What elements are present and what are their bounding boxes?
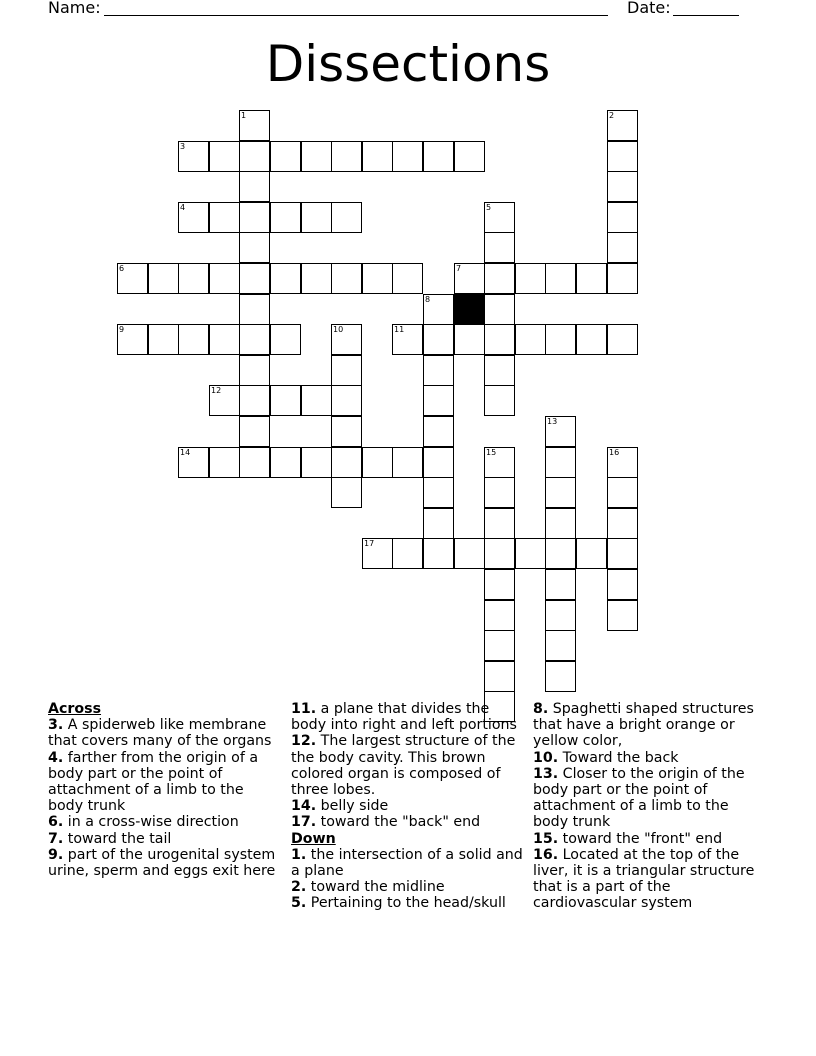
clue-number: 12: [211, 386, 222, 395]
clue-column-1: [48, 701, 283, 879]
grid-cell[interactable]: [239, 294, 270, 325]
clue-down-16: 16. Located at the top of the liver, it is a triangular structure that is a part of the cardiovascular system: [533, 846, 755, 912]
grid-cell[interactable]: [423, 508, 454, 539]
clue-number: 8: [425, 295, 431, 304]
grid-cell[interactable]: [362, 141, 393, 172]
grid-cell[interactable]: [454, 324, 485, 355]
grid-cell[interactable]: [239, 324, 270, 355]
clue-across-3: 3. A spiderweb like membrane that covers many of the organs: [48, 717, 272, 750]
grid-cell[interactable]: [545, 538, 576, 569]
grid-cell[interactable]: [392, 447, 423, 478]
clue-down-2: 2. toward the midline: [291, 879, 445, 896]
grid-cell[interactable]: [484, 294, 515, 325]
grid-cell[interactable]: [239, 202, 270, 233]
grid-cell[interactable]: [484, 569, 515, 600]
grid-cell[interactable]: [484, 630, 515, 661]
grid-cell[interactable]: [209, 141, 240, 172]
grid-cell[interactable]: [515, 538, 546, 569]
grid-cell[interactable]: [362, 538, 393, 569]
clue-number: 6: [119, 264, 125, 273]
grid-cell[interactable]: [301, 447, 332, 478]
grid-cell[interactable]: [331, 263, 362, 294]
grid-cell[interactable]: [545, 416, 576, 447]
grid-cell[interactable]: [392, 141, 423, 172]
grid-cell[interactable]: [148, 263, 179, 294]
clue-number: 9: [119, 325, 125, 334]
grid-cell[interactable]: [148, 324, 179, 355]
clue-across-6: 6. in a cross-wise direction: [48, 814, 239, 831]
date-label: Date:: [627, 0, 671, 17]
clue-number: 2: [609, 111, 615, 120]
grid-cell[interactable]: [545, 477, 576, 508]
grid-cell[interactable]: [484, 447, 515, 478]
grid-cell[interactable]: [117, 324, 148, 355]
grid-cell[interactable]: [301, 141, 332, 172]
grid-cell[interactable]: [178, 263, 209, 294]
clue-number: 14: [180, 448, 191, 457]
grid-cell[interactable]: [301, 202, 332, 233]
grid-cell[interactable]: [423, 141, 454, 172]
clue-across-17: 17. toward the "back" end: [291, 814, 481, 831]
grid-cell[interactable]: [331, 355, 362, 386]
grid-cell[interactable]: [392, 324, 423, 355]
grid-cell[interactable]: [239, 355, 270, 386]
grid-cell[interactable]: [209, 385, 240, 416]
grid-cell[interactable]: [484, 477, 515, 508]
clue-number: 5: [486, 203, 492, 212]
grid-cell[interactable]: [545, 508, 576, 539]
grid-cell[interactable]: [515, 324, 546, 355]
clue-number: 13: [547, 417, 558, 426]
grid-cell[interactable]: [270, 385, 301, 416]
clue-column-2: [291, 701, 526, 912]
grid-cell[interactable]: [454, 538, 485, 569]
grid-cell[interactable]: [209, 324, 240, 355]
grid-cell[interactable]: [545, 447, 576, 478]
grid-cell[interactable]: [607, 569, 638, 600]
clue-across-4: 4. farther from the origin of a body part or the point of attachment of a limb to the body trunk: [48, 749, 259, 815]
grid-cell[interactable]: [484, 538, 515, 569]
grid-cell[interactable]: [239, 416, 270, 447]
grid-cell[interactable]: [545, 263, 576, 294]
grid-cell[interactable]: [484, 263, 515, 294]
grid-cell[interactable]: [270, 202, 301, 233]
grid-cell[interactable]: [545, 661, 576, 692]
grid-cell[interactable]: [423, 416, 454, 447]
grid-cell[interactable]: [607, 508, 638, 539]
grid-cell[interactable]: [392, 263, 423, 294]
grid-cell[interactable]: [484, 600, 515, 631]
grid-cell[interactable]: [545, 600, 576, 631]
grid-cell[interactable]: [454, 263, 485, 294]
clue-down-1: 1. the intersection of a solid and a plane: [291, 846, 523, 880]
clue-down-13: 13. Closer to the origin of the body part or the point of attachment of a limb to the body trunk: [533, 765, 745, 831]
grid-cell[interactable]: [545, 630, 576, 661]
grid-cell[interactable]: [607, 324, 638, 355]
grid-cell[interactable]: [239, 385, 270, 416]
grid-cell[interactable]: [423, 538, 454, 569]
grid-cell[interactable]: [239, 447, 270, 478]
grid-cell[interactable]: [178, 447, 209, 478]
black-cell: [454, 294, 485, 325]
grid-cell[interactable]: [178, 202, 209, 233]
grid-cell[interactable]: [209, 263, 240, 294]
grid-cell[interactable]: [423, 385, 454, 416]
grid-cell[interactable]: [239, 232, 270, 263]
grid-cell[interactable]: [607, 141, 638, 172]
clue-column-3: [533, 701, 768, 912]
grid-cell[interactable]: [607, 202, 638, 233]
grid-cell[interactable]: [178, 324, 209, 355]
grid-cell[interactable]: [545, 324, 576, 355]
grid-cell[interactable]: [331, 141, 362, 172]
grid-cell[interactable]: [423, 294, 454, 325]
grid-cell[interactable]: [117, 263, 148, 294]
down-heading: Down: [291, 830, 336, 847]
grid-cell[interactable]: [576, 263, 607, 294]
grid-cell[interactable]: [362, 447, 393, 478]
grid-cell[interactable]: [209, 447, 240, 478]
grid-cell[interactable]: [515, 263, 546, 294]
clue-number: 16: [609, 448, 620, 457]
clue-number: 1: [241, 111, 247, 120]
grid-cell[interactable]: [331, 416, 362, 447]
clue-number: 10: [333, 325, 344, 334]
grid-cell[interactable]: [331, 202, 362, 233]
grid-cell[interactable]: [576, 538, 607, 569]
clue-number: 11: [394, 325, 405, 334]
name-label: Name:: [48, 0, 101, 17]
across-heading: Across: [48, 701, 102, 717]
clue-across-14: 14. belly side: [291, 798, 389, 815]
grid-cell[interactable]: [239, 171, 270, 202]
grid-cell[interactable]: [331, 447, 362, 478]
grid-cell[interactable]: [484, 355, 515, 386]
grid-cell[interactable]: [545, 569, 576, 600]
grid-cell[interactable]: [331, 324, 362, 355]
clue-down-15: 15. toward the "front" end: [533, 830, 723, 847]
grid-cell[interactable]: [331, 385, 362, 416]
clue-number: 7: [456, 264, 462, 273]
grid-cell[interactable]: [209, 202, 240, 233]
grid-cell[interactable]: [423, 324, 454, 355]
clue-across-7: 7. toward the tail: [48, 830, 172, 847]
grid-cell[interactable]: [331, 477, 362, 508]
clue-number: 4: [180, 203, 186, 212]
grid-cell[interactable]: [484, 202, 515, 233]
clue-down-10: 10. Toward the back: [533, 749, 679, 766]
grid-cell[interactable]: [607, 232, 638, 263]
grid-cell[interactable]: [484, 508, 515, 539]
grid-cell[interactable]: [484, 661, 515, 692]
grid-cell[interactable]: [454, 141, 485, 172]
grid-cell[interactable]: [423, 477, 454, 508]
grid-cell[interactable]: [484, 324, 515, 355]
clue-down-5: 5. Pertaining to the head/skull: [291, 895, 506, 912]
clue-across-9: 9. part of the urogenital system urine, sperm and eggs exit here: [48, 846, 276, 880]
page-title: Dissections: [265, 35, 551, 93]
grid-cell[interactable]: [484, 385, 515, 416]
clue-number: 3: [180, 142, 186, 151]
grid-cell[interactable]: [423, 447, 454, 478]
grid-cell[interactable]: [607, 263, 638, 294]
grid-cell[interactable]: [178, 141, 209, 172]
grid-cell[interactable]: [576, 324, 607, 355]
grid-cell[interactable]: [270, 263, 301, 294]
grid-cell[interactable]: [362, 263, 393, 294]
grid-cell[interactable]: [239, 110, 270, 141]
grid-cell[interactable]: [484, 232, 515, 263]
clue-number: 15: [486, 448, 497, 457]
grid-cell[interactable]: [270, 141, 301, 172]
grid-cell[interactable]: [270, 447, 301, 478]
clue-down-8: 8. Spaghetti shaped structures that have a bright orange or yellow color,: [533, 701, 754, 750]
grid-cell[interactable]: [270, 324, 301, 355]
grid-cell[interactable]: [607, 600, 638, 631]
grid-cell[interactable]: [301, 385, 332, 416]
grid-cell[interactable]: [423, 355, 454, 386]
grid-cell[interactable]: [392, 538, 423, 569]
grid-cell[interactable]: [239, 263, 270, 294]
grid-cell[interactable]: [607, 447, 638, 478]
grid-cell[interactable]: [607, 171, 638, 202]
clue-number: 17: [364, 539, 375, 548]
grid-cell[interactable]: [607, 477, 638, 508]
grid-cell[interactable]: [301, 263, 332, 294]
clue-across-11: 11. a plane that divides the body into right and left portions: [291, 701, 517, 734]
grid-cell[interactable]: [607, 538, 638, 569]
clue-across-12: 12. The largest structure of the the body cavity. This brown colored organ is composed of three lobes.: [291, 733, 516, 799]
grid-cell[interactable]: [239, 141, 270, 172]
grid-cell[interactable]: [607, 110, 638, 141]
